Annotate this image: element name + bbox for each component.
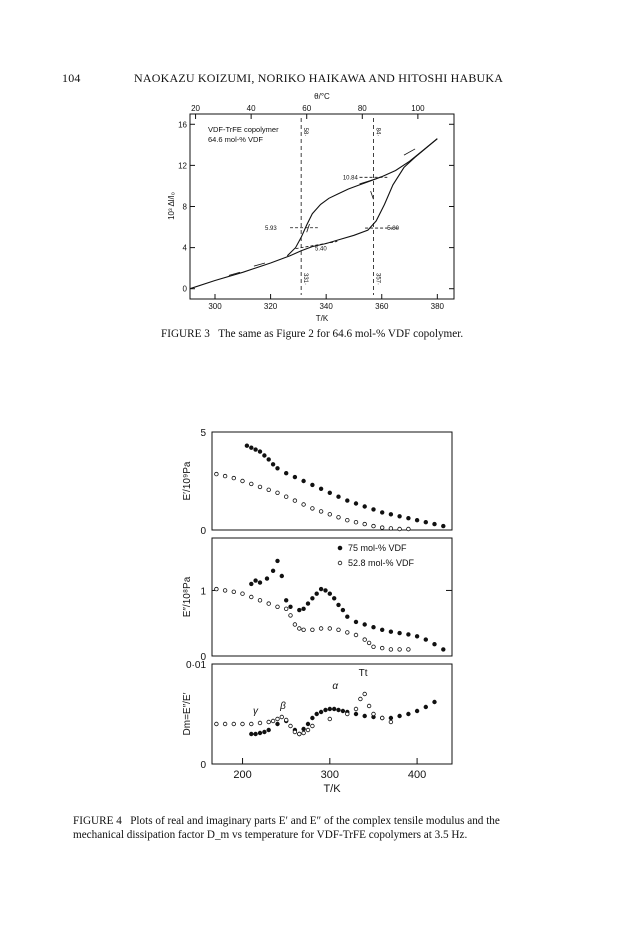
fig4-point-75 — [284, 471, 288, 475]
fig4-point-75 — [315, 712, 319, 716]
fig4-point-52-8 — [302, 731, 306, 735]
fig4-point-75 — [398, 631, 402, 635]
fig4-point-52-8 — [276, 605, 280, 609]
fig4-point-52-8 — [346, 518, 350, 522]
page-number: 104 — [62, 71, 81, 85]
fig4-point-75 — [289, 605, 293, 609]
fig4-point-52-8 — [328, 717, 332, 721]
figure-3-caption-text: The same as Figure 2 for 64.6 mol-% VDF copolymer. — [218, 328, 464, 340]
fig4-point-52-8 — [380, 526, 384, 530]
fig4-ytick-label: 5 — [200, 428, 206, 439]
fig4-point-52-8 — [367, 704, 371, 708]
fig3-x2tick-label: 60 — [302, 104, 312, 113]
fig4-point-75 — [258, 581, 262, 585]
fig4-point-52-8 — [389, 527, 393, 531]
fig4-point-52-8 — [232, 590, 236, 594]
fig4-point-75 — [267, 728, 271, 732]
fig4-point-75 — [424, 705, 428, 709]
fig4-point-52-8 — [215, 722, 219, 726]
fig4-point-75 — [433, 642, 437, 646]
fig4-point-75 — [258, 450, 262, 454]
fig4-panel-frame-middle — [212, 538, 452, 656]
fig4-point-75 — [267, 458, 271, 462]
fig4-point-52-8 — [284, 495, 288, 499]
fig4-point-52-8 — [398, 527, 402, 531]
fig4-xtick-label: 200 — [233, 769, 252, 781]
fig3-vline-bottom-label: 357· — [374, 272, 381, 286]
fig4-point-52-8 — [289, 724, 293, 728]
fig4-point-52-8 — [346, 712, 350, 716]
fig3-x2tick-label: 20 — [191, 104, 201, 113]
fig4-point-52-8 — [298, 627, 302, 631]
fig4-point-52-8 — [372, 524, 376, 528]
fig3-legend-line1: VDF-TrFE copolymer — [208, 125, 279, 134]
fig4-point-75 — [271, 569, 275, 573]
fig4-point-52-8 — [363, 638, 367, 642]
fig4-point-52-8 — [258, 485, 262, 489]
fig4-point-75 — [315, 592, 319, 596]
fig4-point-52-8 — [319, 510, 323, 514]
fig4-point-75 — [306, 602, 310, 606]
fig3-legend-line2: 64.6 mol-% VDF — [208, 135, 264, 144]
fig4-point-52-8 — [250, 595, 254, 599]
fig4-point-52-8 — [398, 648, 402, 652]
fig3-top-axis-label: θ/°C — [314, 92, 330, 101]
fig4-point-75 — [328, 707, 332, 711]
fig4-point-75 — [389, 716, 393, 720]
fig4-point-52-8 — [346, 631, 350, 635]
fig3-vline-top-label: 84· — [374, 127, 381, 137]
fig4-point-52-8 — [215, 587, 219, 591]
fig4-point-52-8 — [232, 722, 236, 726]
fig4-point-52-8 — [284, 607, 288, 611]
fig4-point-75 — [328, 491, 332, 495]
fig4-point-75 — [341, 709, 345, 713]
fig4-legend-open-label: 52.8 mol-% VDF — [348, 558, 415, 568]
fig4-point-52-8 — [250, 482, 254, 486]
fig4-point-75 — [324, 708, 328, 712]
fig4-point-52-8 — [372, 645, 376, 649]
fig3-ytick-label: 16 — [178, 120, 187, 130]
fig4-point-52-8 — [372, 712, 376, 716]
fig4-point-52-8 — [389, 648, 393, 652]
fig4-point-52-8 — [232, 476, 236, 480]
fig4-point-75 — [433, 522, 437, 526]
fig4-point-52-8 — [319, 627, 323, 631]
fig4-point-52-8 — [407, 527, 411, 531]
fig3-xtick-label: 300 — [208, 302, 222, 311]
fig4-point-52-8 — [311, 724, 315, 728]
fig3-x2tick-label: 100 — [411, 104, 425, 113]
fig4-point-75 — [311, 483, 315, 487]
fig4-point-75 — [276, 467, 280, 471]
fig4-point-75 — [424, 638, 428, 642]
fig3-arrow — [404, 149, 415, 155]
fig4-point-75 — [306, 722, 310, 726]
fig4-point-75 — [250, 446, 254, 450]
fig3-ytick-label: 8 — [182, 202, 187, 212]
fig4-point-52-8 — [250, 722, 254, 726]
fig4-point-75 — [263, 730, 267, 734]
fig4-point-52-8 — [302, 503, 306, 507]
fig4-point-75 — [346, 499, 350, 503]
fig4-point-52-8 — [363, 522, 367, 526]
fig4-peak-beta: β — [280, 701, 286, 712]
fig3-x2tick-label: 40 — [246, 104, 256, 113]
fig4-point-52-8 — [354, 520, 358, 524]
fig3-x2tick-label: 80 — [357, 104, 367, 113]
fig4-point-75 — [245, 444, 249, 448]
fig4-point-75 — [280, 574, 284, 578]
figure-3-caption-label: FIGURE 3 — [161, 328, 210, 340]
fig4-point-75 — [354, 712, 358, 716]
fig4-point-75 — [311, 716, 315, 720]
fig4-point-75 — [442, 648, 446, 652]
fig4-point-52-8 — [363, 692, 367, 696]
fig4-point-75 — [319, 487, 323, 491]
fig4-point-75 — [250, 732, 254, 736]
fig4-point-75 — [298, 608, 302, 612]
fig4-point-75 — [407, 712, 411, 716]
fig4-point-52-8 — [267, 488, 271, 492]
fig4-point-52-8 — [271, 719, 275, 723]
fig4-peak-tt: Tt — [358, 668, 368, 679]
fig4-point-75 — [311, 597, 315, 601]
fig4-xlabel: T/K — [323, 783, 341, 795]
fig4-point-75 — [263, 454, 267, 458]
fig4-point-52-8 — [215, 472, 219, 476]
fig4-point-52-8 — [337, 628, 341, 632]
fig3-xtick-label: 340 — [319, 302, 333, 311]
fig3-label-540: 5.40 — [315, 246, 327, 253]
fig4-point-75 — [254, 579, 258, 583]
fig4-point-52-8 — [223, 474, 227, 478]
fig4-point-75 — [271, 463, 275, 467]
fig4-point-75 — [363, 505, 367, 509]
fig4-point-52-8 — [367, 641, 371, 645]
fig4-point-75 — [389, 513, 393, 517]
fig4-point-52-8 — [337, 516, 341, 520]
fig4-point-52-8 — [241, 479, 245, 483]
fig4-panel-frame-bottom — [212, 664, 452, 764]
fig4-point-75 — [293, 475, 297, 479]
fig4-point-52-8 — [389, 720, 393, 724]
fig4-point-75 — [363, 714, 367, 718]
fig4-point-52-8 — [328, 513, 332, 517]
fig4-point-52-8 — [354, 633, 358, 637]
fig4-xtick-label: 400 — [407, 769, 427, 781]
fig4-xtick-label: 300 — [320, 769, 339, 781]
fig3-xtick-label: 360 — [375, 302, 389, 311]
fig3-ytick-label: 12 — [178, 161, 187, 171]
fig4-point-75 — [254, 732, 258, 736]
fig4-legend-filled-label: 75 mol-% VDF — [348, 543, 407, 553]
fig4-point-75 — [433, 700, 437, 704]
fig4-ylabel-top: E′/10⁹Pa — [182, 461, 193, 501]
fig4-point-75 — [341, 608, 345, 612]
fig3-label-580: 5.80 — [387, 226, 399, 233]
figure-3-caption — [161, 328, 561, 342]
fig4-point-52-8 — [223, 722, 227, 726]
fig4-point-75 — [354, 620, 358, 624]
fig4-point-75 — [324, 589, 328, 593]
fig4-point-75 — [254, 448, 258, 452]
fig4-point-52-8 — [267, 720, 271, 724]
fig4-point-52-8 — [241, 592, 245, 596]
fig4-point-75 — [250, 582, 254, 586]
fig4-point-52-8 — [284, 718, 288, 722]
fig4-point-75 — [276, 722, 280, 726]
fig4-ytick-label: 0 — [200, 652, 206, 663]
fig4-point-75 — [389, 630, 393, 634]
fig4-point-75 — [380, 628, 384, 632]
figure-4-caption-text: Plots of real and imaginary parts E′ and E″ of the complex tensile modulus and the mechanical dissipation factor D_m vs temperature for VDF-TrFE copolymers at 3.5 Hz. — [73, 815, 500, 841]
fig4-point-75 — [302, 727, 306, 731]
fig4-point-52-8 — [380, 716, 384, 720]
figure-4-caption-label: FIGURE 4 — [73, 815, 122, 827]
fig4-point-75 — [319, 587, 323, 591]
fig4-point-75 — [372, 625, 376, 629]
fig4-point-75 — [407, 633, 411, 637]
fig4-point-52-8 — [276, 717, 280, 721]
fig4-point-52-8 — [280, 715, 284, 719]
fig4-point-52-8 — [311, 628, 315, 632]
fig3-label-1084: 10.84 — [342, 175, 358, 182]
fig4-point-52-8 — [258, 599, 262, 603]
fig4-point-52-8 — [354, 707, 358, 711]
fig4-point-75 — [442, 524, 446, 528]
fig4-point-75 — [337, 708, 341, 712]
fig4-point-75 — [415, 709, 419, 713]
fig3-xtick-label: 320 — [263, 302, 278, 311]
fig4-point-75 — [258, 731, 262, 735]
fig4-point-75 — [337, 603, 341, 607]
fig4-point-75 — [302, 479, 306, 483]
fig3-ytick-label: 4 — [182, 243, 187, 253]
fig4-point-52-8 — [267, 602, 271, 606]
fig4-point-52-8 — [289, 614, 293, 618]
fig4-point-52-8 — [302, 628, 306, 632]
fig4-ylabel-bottom: Dm=E″/E′ — [182, 692, 193, 736]
fig4-peak-gamma: γ — [253, 706, 259, 717]
fig4-point-52-8 — [306, 728, 310, 732]
fig4-point-75 — [407, 516, 411, 520]
fig4-legend-open-marker — [338, 561, 342, 565]
fig3-ytick-label: 0 — [182, 284, 187, 294]
fig4-point-75 — [415, 518, 419, 522]
fig4-point-75 — [424, 520, 428, 524]
fig3-curve-cooling — [287, 139, 437, 256]
fig4-point-75 — [302, 607, 306, 611]
fig4-point-52-8 — [407, 648, 411, 652]
fig3-vline-top-label: 58· — [302, 127, 309, 137]
fig4-point-75 — [380, 511, 384, 515]
fig3-y-axis-label: 10³ Δl/l₀ — [167, 192, 176, 220]
figure-4-caption — [73, 815, 553, 842]
fig3-arrow — [371, 191, 374, 199]
fig4-ytick-label: 0 — [200, 760, 206, 771]
fig3-label-593: 5.93 — [265, 225, 277, 232]
fig4-point-52-8 — [328, 627, 332, 631]
fig4-ytick-label: 0 — [200, 526, 206, 537]
fig4-point-75 — [332, 707, 336, 711]
fig4-legend-filled-marker — [338, 546, 342, 550]
running-title: NAOKAZU KOIZUMI, NORIKO HAIKAWA AND HITOSHI HABUKA — [134, 71, 504, 85]
fig4-point-75 — [284, 599, 288, 603]
fig4-point-75 — [346, 615, 350, 619]
fig4-point-75 — [337, 495, 341, 499]
fig4-point-52-8 — [241, 722, 245, 726]
fig4-point-52-8 — [223, 589, 227, 593]
fig4-ytick-label: 0·01 — [185, 660, 206, 671]
fig3-curve-heating — [190, 139, 437, 289]
fig4-point-52-8 — [311, 507, 315, 511]
fig4-point-75 — [398, 515, 402, 519]
figure-4-chart — [160, 420, 460, 810]
fig4-point-52-8 — [298, 732, 302, 736]
figure-3-chart — [150, 88, 470, 326]
fig4-ylabel-middle: E″/10⁸Pa — [182, 576, 193, 618]
fig3-bottom-axis-label: T/K — [315, 314, 329, 323]
fig4-point-52-8 — [258, 721, 262, 725]
fig4-point-52-8 — [293, 730, 297, 734]
fig4-point-75 — [332, 597, 336, 601]
fig4-peak-alpha: α — [332, 681, 339, 692]
fig4-point-52-8 — [359, 697, 363, 701]
fig4-point-75 — [415, 635, 419, 639]
fig4-point-52-8 — [380, 646, 384, 650]
fig4-point-52-8 — [276, 491, 280, 495]
fig4-point-52-8 — [293, 499, 297, 503]
fig4-point-75 — [354, 502, 358, 506]
fig4-point-75 — [328, 592, 332, 596]
fig4-point-75 — [265, 577, 269, 581]
fig3-vline-bottom-label: 331· — [302, 272, 309, 286]
fig4-point-75 — [276, 559, 280, 563]
fig4-point-75 — [363, 623, 367, 627]
fig3-xtick-label: 380 — [430, 302, 445, 311]
fig4-ytick-label: 1 — [200, 586, 206, 598]
fig4-point-75 — [398, 714, 402, 718]
fig4-point-75 — [319, 710, 323, 714]
fig4-point-75 — [372, 508, 376, 512]
fig4-point-52-8 — [293, 623, 297, 627]
